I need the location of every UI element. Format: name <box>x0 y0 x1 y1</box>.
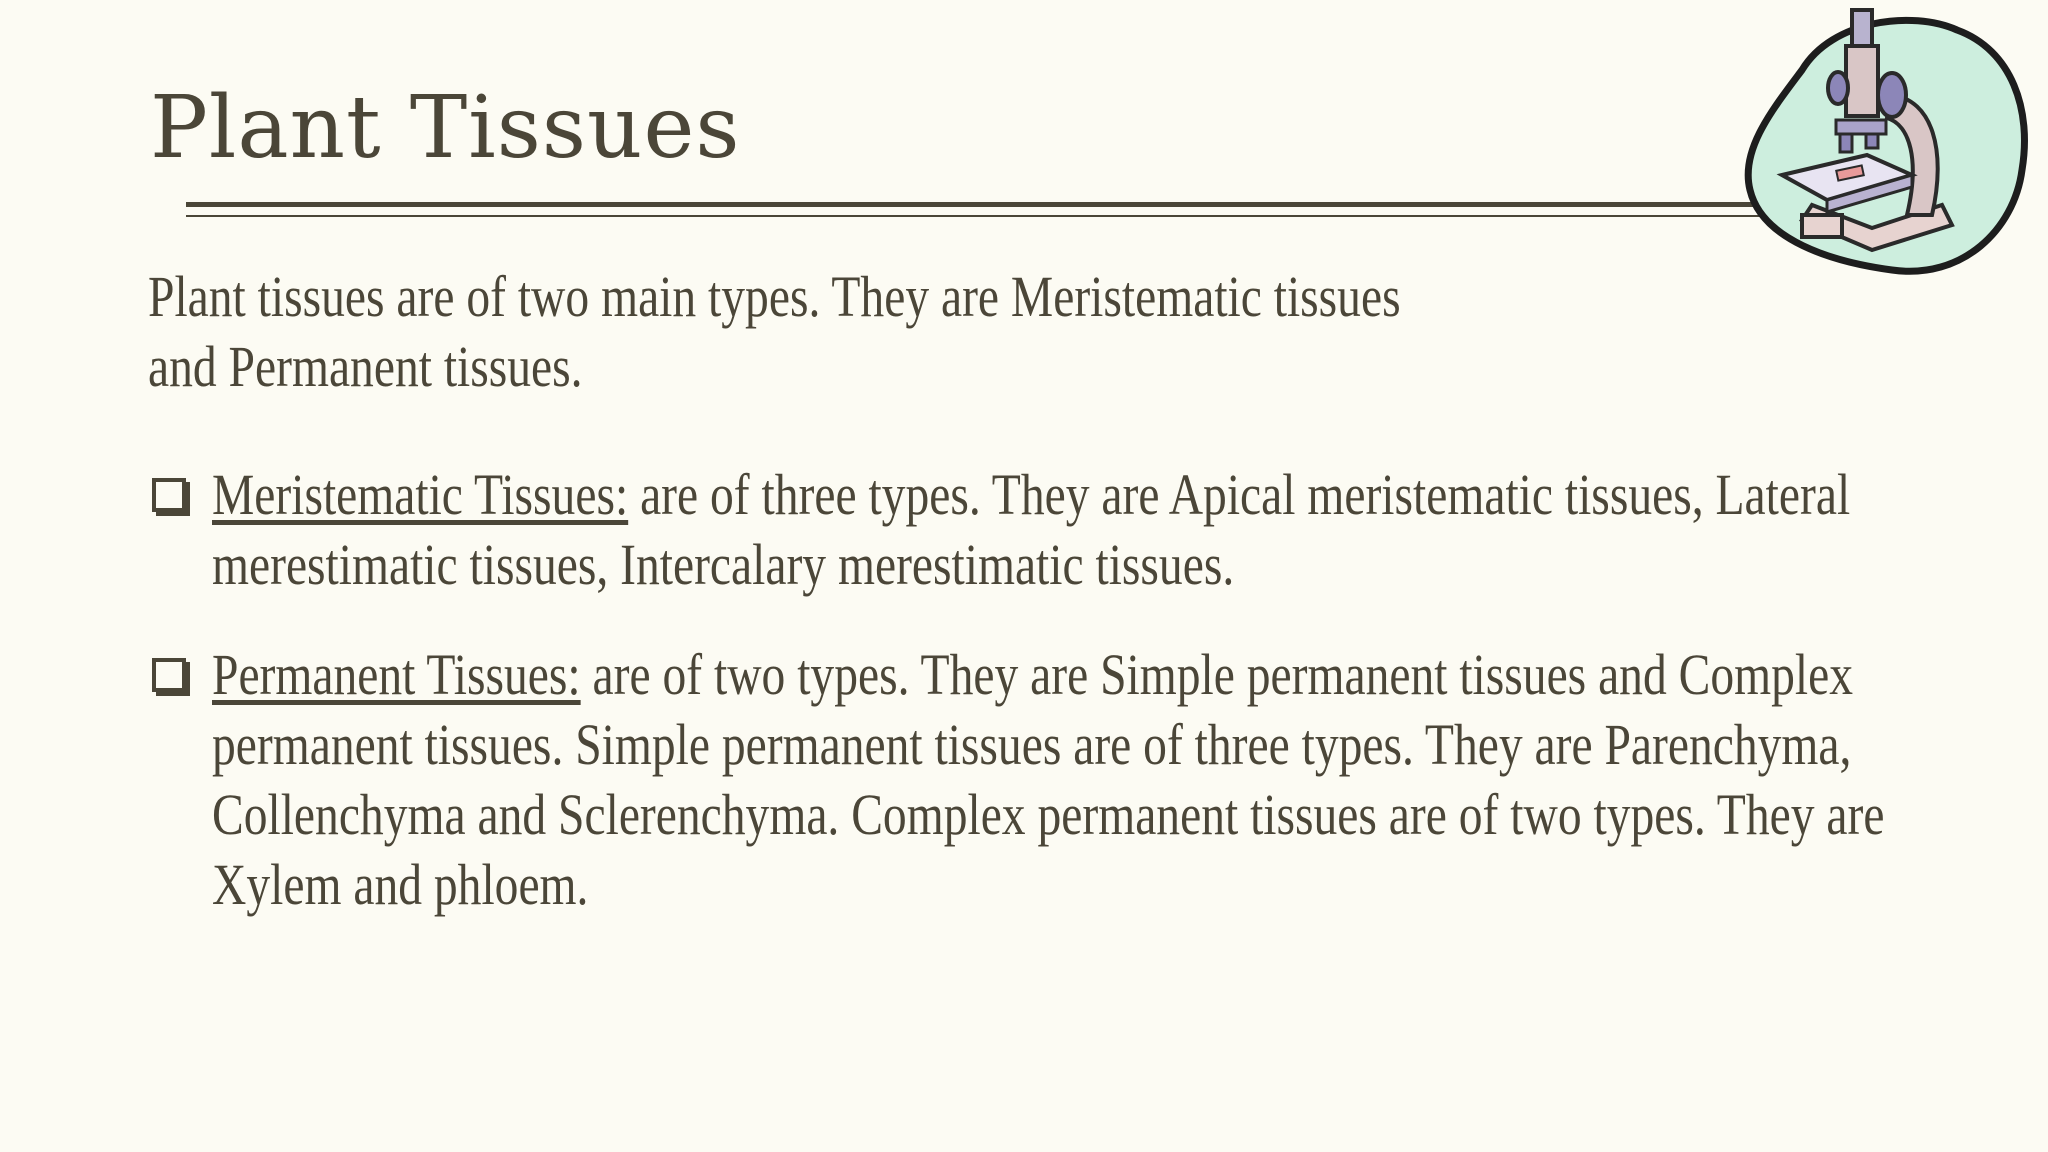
bullet-body: are of two types. They are Simple permanent tissues and Complex permanent tissues. Simple permanent tissues are of three types. They are Parenchyma, Collenchyma and Sclerenchyma. Complex permanent tissues are of two types. They are Xylem and phloem. <box>212 642 1885 917</box>
bullet-text <box>212 640 1975 920</box>
microscope-icon <box>1742 0 2032 280</box>
checkbox-bullet-icon <box>152 478 186 512</box>
bullet-body: are of three types. They are Apical meristematic tissues, Lateral merestimatic tissues, Intercalary merestimatic tissues. <box>212 462 1851 597</box>
bullet-lead: Meristematic Tissues: <box>212 462 629 527</box>
bullet-text <box>212 460 1975 600</box>
title-divider-thin <box>186 215 1776 217</box>
title-divider-thick <box>186 202 1776 207</box>
checkbox-bullet-icon <box>152 658 186 692</box>
slide-title: Plant Tissues <box>150 78 741 178</box>
bullet-lead: Permanent Tissues: <box>212 642 581 707</box>
intro-paragraph: Plant tissues are of two main types. They are Meristematic tissues and Permanent tissues. <box>148 264 1401 399</box>
